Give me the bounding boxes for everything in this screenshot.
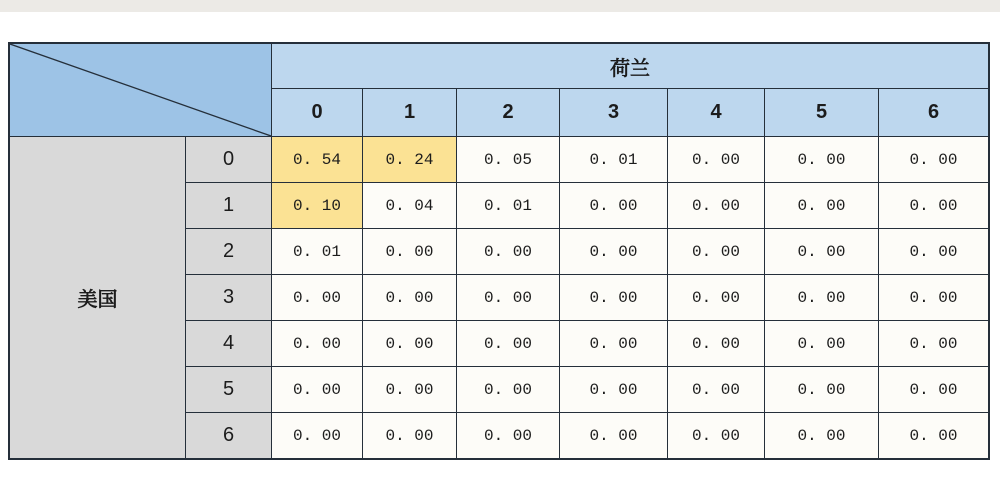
cell-r1c2: 0. 01 bbox=[457, 183, 559, 228]
cell-r1c0: 0. 10 bbox=[272, 183, 362, 228]
col-header-5: 5 bbox=[765, 89, 878, 136]
cell-r4c3: 0. 00 bbox=[560, 321, 667, 366]
cell-r6c3: 0. 00 bbox=[560, 413, 667, 458]
cell-r4c4: 0. 00 bbox=[668, 321, 764, 366]
col-header-2: 2 bbox=[457, 89, 559, 136]
cell-r1c6: 0. 00 bbox=[879, 183, 988, 228]
cell-r0c3: 0. 01 bbox=[560, 137, 667, 182]
cell-r4c6: 0. 00 bbox=[879, 321, 988, 366]
cell-r5c6: 0. 00 bbox=[879, 367, 988, 412]
cell-r2c3: 0. 00 bbox=[560, 229, 667, 274]
cell-r3c6: 0. 00 bbox=[879, 275, 988, 320]
cell-r2c0: 0. 01 bbox=[272, 229, 362, 274]
cell-r0c2: 0. 05 bbox=[457, 137, 559, 182]
top-strip bbox=[0, 0, 1000, 12]
cell-r2c1: 0. 00 bbox=[363, 229, 456, 274]
cell-r3c5: 0. 00 bbox=[765, 275, 878, 320]
cell-r0c6: 0. 00 bbox=[879, 137, 988, 182]
cell-r6c1: 0. 00 bbox=[363, 413, 456, 458]
cell-r4c2: 0. 00 bbox=[457, 321, 559, 366]
cell-r1c5: 0. 00 bbox=[765, 183, 878, 228]
cell-r2c5: 0. 00 bbox=[765, 229, 878, 274]
cell-r6c5: 0. 00 bbox=[765, 413, 878, 458]
cell-r3c4: 0. 00 bbox=[668, 275, 764, 320]
cell-r6c6: 0. 00 bbox=[879, 413, 988, 458]
row-header-5: 5 bbox=[186, 367, 271, 412]
row-header-3: 3 bbox=[186, 275, 271, 320]
cell-r5c2: 0. 00 bbox=[457, 367, 559, 412]
col-header-1: 1 bbox=[363, 89, 456, 136]
col-header-4: 4 bbox=[668, 89, 764, 136]
col-header-0: 0 bbox=[272, 89, 362, 136]
cell-r0c0: 0. 54 bbox=[272, 137, 362, 182]
cell-r4c5: 0. 00 bbox=[765, 321, 878, 366]
col-header-3: 3 bbox=[560, 89, 667, 136]
cell-r0c5: 0. 00 bbox=[765, 137, 878, 182]
cell-r6c0: 0. 00 bbox=[272, 413, 362, 458]
cell-r2c2: 0. 00 bbox=[457, 229, 559, 274]
cell-r0c4: 0. 00 bbox=[668, 137, 764, 182]
cell-r5c5: 0. 00 bbox=[765, 367, 878, 412]
row-header-2: 2 bbox=[186, 229, 271, 274]
cell-r3c1: 0. 00 bbox=[363, 275, 456, 320]
column-group-header: 荷兰 bbox=[272, 44, 988, 88]
cell-r1c4: 0. 00 bbox=[668, 183, 764, 228]
cell-r1c1: 0. 04 bbox=[363, 183, 456, 228]
cell-r4c1: 0. 00 bbox=[363, 321, 456, 366]
cell-r3c2: 0. 00 bbox=[457, 275, 559, 320]
row-header-1: 1 bbox=[186, 183, 271, 228]
cell-r5c1: 0. 00 bbox=[363, 367, 456, 412]
cell-r5c0: 0. 00 bbox=[272, 367, 362, 412]
row-header-0: 0 bbox=[186, 137, 271, 182]
cell-r5c3: 0. 00 bbox=[560, 367, 667, 412]
cell-r3c0: 0. 00 bbox=[272, 275, 362, 320]
col-header-6: 6 bbox=[879, 89, 988, 136]
row-header-4: 4 bbox=[186, 321, 271, 366]
cell-r6c2: 0. 00 bbox=[457, 413, 559, 458]
cell-r0c1: 0. 24 bbox=[363, 137, 456, 182]
cell-r3c3: 0. 00 bbox=[560, 275, 667, 320]
cell-r2c4: 0. 00 bbox=[668, 229, 764, 274]
cell-r6c4: 0. 00 bbox=[668, 413, 764, 458]
cell-r4c0: 0. 00 bbox=[272, 321, 362, 366]
row-header-6: 6 bbox=[186, 413, 271, 458]
cell-r5c4: 0. 00 bbox=[668, 367, 764, 412]
score-probability-table bbox=[8, 42, 990, 460]
cell-r1c3: 0. 00 bbox=[560, 183, 667, 228]
corner-cell bbox=[10, 44, 271, 136]
cell-r2c6: 0. 00 bbox=[879, 229, 988, 274]
diagonal-line bbox=[10, 44, 271, 136]
row-group-header: 美国 bbox=[10, 137, 185, 458]
